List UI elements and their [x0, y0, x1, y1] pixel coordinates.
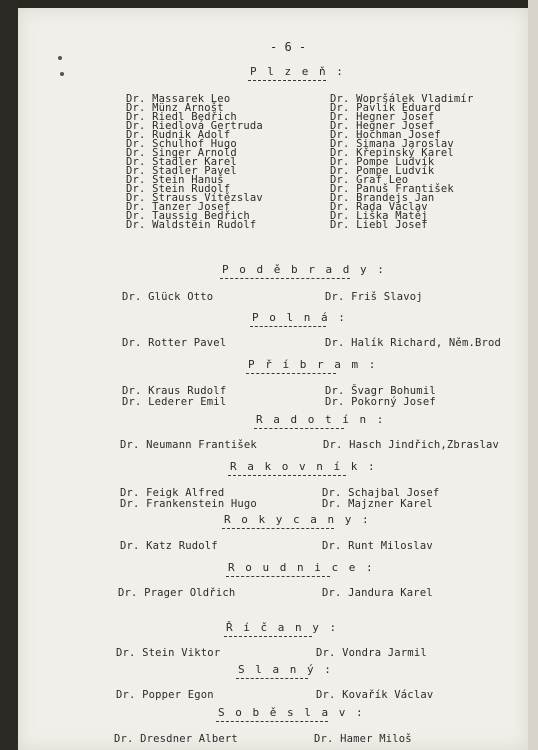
name-entry-right: Dr. Liška Matěj: [330, 210, 428, 222]
name-entry-left: Dr. Stein Rudolf: [126, 183, 231, 195]
name-entry-right: Dr. Rada Václav: [330, 201, 428, 213]
name-entry-left: Dr. Waldstein Rudolf: [126, 219, 257, 231]
name-entry-left: Dr. Münz Arnošt: [126, 102, 224, 114]
name-entry-left: Dr. Kraus Rudolf: [122, 385, 227, 397]
name-entry-right: Dr. Hegner Josef: [330, 111, 435, 123]
name-entry-right: Dr. Friš Slavoj: [325, 291, 423, 303]
punch-mark: [60, 72, 64, 76]
section-heading: R a d o t í n :: [256, 413, 386, 426]
name-entry-left: Dr. Riedlová Gertruda: [126, 120, 263, 132]
name-entry-right: Dr. Jandura Karel: [322, 587, 433, 599]
name-entry-right: Dr. Pavlík Eduard: [330, 102, 441, 114]
name-entry-left: Dr. Neumann František: [120, 439, 257, 451]
name-entry-right: Dr. Halík Richard, Něm.Brod: [325, 337, 502, 349]
punch-mark: [58, 56, 62, 60]
name-entry-right: Dr. Pompe Ludvík: [330, 165, 435, 177]
name-entry-right: Dr. Švagr Bohumil: [325, 385, 436, 397]
section-heading: R o u d n i c e :: [228, 561, 375, 574]
name-entry-left: Dr. Feigk Alfred: [120, 487, 225, 499]
name-entry-left: Dr. Stein Viktor: [116, 647, 221, 659]
page-number: - 6 -: [270, 40, 307, 54]
heading-underline: [222, 528, 334, 529]
name-entry-right: Dr. Pokorný Josef: [325, 396, 436, 408]
section-heading: Ř í č a n y :: [226, 621, 339, 634]
name-entry-right: Dr. Hasch Jindřich,Zbraslav: [323, 439, 500, 451]
name-entry-left: Dr. Tanzer Josef: [126, 201, 231, 213]
document-sheet: [18, 8, 528, 750]
name-entry-right: Dr. Vondra Jarmil: [316, 647, 427, 659]
name-entry-left: Dr. Frankenstein Hugo: [120, 498, 257, 510]
section-heading: P o d ě b r a d y :: [222, 263, 386, 276]
name-entry-left: Dr. Katz Rudolf: [120, 540, 218, 552]
heading-underline: [216, 721, 328, 722]
name-entry-left: Dr. Massarek Leo: [126, 93, 231, 105]
heading-underline: [220, 278, 350, 279]
name-entry-right: Dr. Liebl Josef: [330, 219, 428, 231]
name-entry-right: Dr. Pompe Ludvík: [330, 156, 435, 168]
name-entry-left: Dr. Rudnik Adolf: [126, 129, 231, 141]
section-heading: P o l n á :: [252, 311, 347, 324]
name-entry-left: Dr. Rotter Pavel: [122, 337, 227, 349]
scan-binding-edge: [0, 0, 18, 750]
name-entry-left: Dr. Strauss Vítězslav: [126, 192, 263, 204]
section-heading: P l z e ň :: [250, 65, 345, 78]
heading-underline: [248, 80, 326, 81]
heading-underline: [236, 678, 308, 679]
name-entry-left: Dr. Glück Otto: [122, 291, 214, 303]
name-entry-left: Dr. Stadler Pavel: [126, 165, 237, 177]
name-entry-left: Dr. Lederer Emil: [122, 396, 227, 408]
name-entry-left: Dr. Riedl Bedřich: [126, 111, 237, 123]
name-entry-left: Dr. Dresdner Albert: [114, 733, 238, 745]
name-entry-right: Dr. Hochman Josef: [330, 129, 441, 141]
name-entry-left: Dr. Stein Hanuš: [126, 174, 224, 186]
name-entry-right: Dr. Hamer Miloš: [314, 733, 412, 745]
name-entry-right: Dr. Brandejs Jan: [330, 192, 435, 204]
name-entry-left: Dr. Schulhof Hugo: [126, 138, 237, 150]
heading-underline: [246, 373, 336, 374]
name-entry-right: Dr. Runt Miloslav: [322, 540, 433, 552]
name-entry-left: Dr. Prager Oldřich: [118, 587, 236, 599]
name-entry-left: Dr. Taussig Bedřich: [126, 210, 250, 222]
heading-underline: [228, 475, 346, 476]
section-heading: R o k y c a n y :: [224, 513, 371, 526]
name-entry-right: Dr. Graf Leo: [330, 174, 409, 186]
section-heading: R a k o v n í k :: [230, 460, 377, 473]
section-heading: P ř í b r a m :: [248, 358, 378, 371]
heading-underline: [226, 576, 330, 577]
heading-underline: [254, 428, 344, 429]
name-entry-right: Dr. Hegner Josef: [330, 120, 435, 132]
section-heading: S l a n ý :: [238, 663, 333, 676]
name-entry-left: Dr. Stadler Karel: [126, 156, 237, 168]
name-entry-left: Dr. Popper Egon: [116, 689, 214, 701]
name-entry-right: Dr. Schajbal Josef: [322, 487, 440, 499]
scan-right-edge: [528, 0, 538, 750]
name-entry-right: Dr. Šimana Jaroslav: [330, 138, 454, 150]
heading-underline: [250, 326, 326, 327]
section-heading: S o b ě s l a v :: [218, 706, 365, 719]
name-entry-right: Dr. Wopršálek Vladimír: [330, 93, 474, 105]
name-entry-right: Dr. Kovařík Václav: [316, 689, 434, 701]
heading-underline: [224, 636, 312, 637]
name-entry-right: Dr. Křepinský Karel: [330, 147, 454, 159]
name-entry-right: Dr. Panuš František: [330, 183, 454, 195]
name-entry-right: Dr. Majzner Karel: [322, 498, 433, 510]
name-entry-left: Dr. Singer Arnold: [126, 147, 237, 159]
